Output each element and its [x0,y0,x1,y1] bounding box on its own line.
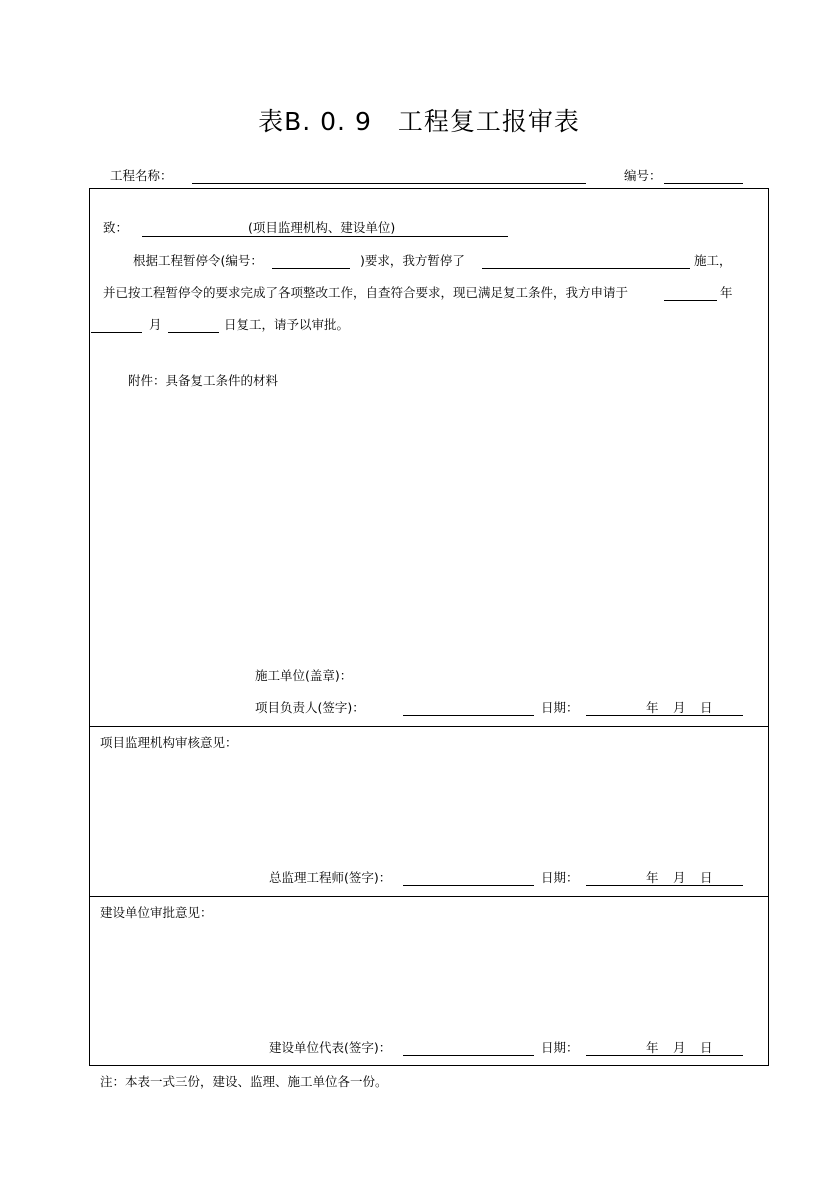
resume-day-field[interactable] [168,332,219,333]
rectification-statement: 并已按工程暂停令的要求完成了各项整改工作，自查符合要求，现已满足复工条件，我方申请于 [103,285,629,300]
project-name-label: 工程名称： [110,168,173,183]
date-field[interactable] [586,885,743,886]
supervision-opinion-label: 项目监理机构审核意见： [100,735,238,750]
date-label: 日期： [541,870,579,885]
resume-request-text: 日复工，请予以审批。 [224,317,350,332]
project-manager-sign-label: 项目负责人(签字)： [255,700,365,715]
footnote: 注：本表一式三份，建设、监理、施工单位各一份。 [100,1074,388,1089]
date-year: 年 [646,700,659,715]
resume-month-field[interactable] [91,332,142,333]
owner-rep-sign-field[interactable] [403,1055,534,1056]
owner-rep-sign-label: 建设单位代表(签字)： [269,1040,392,1055]
section-divider [89,896,769,897]
section-divider [89,726,769,727]
date-label: 日期： [541,1040,579,1055]
construction-suffix: 施工， [694,253,732,268]
date-year: 年 [646,870,659,885]
recipient-hint: (项目监理机构、建设单位) [248,220,396,235]
resume-year-field[interactable] [664,300,717,301]
date-year: 年 [646,1040,659,1055]
number-label: 编号： [624,168,662,183]
form-frame [89,188,769,1066]
date-month: 月 [673,1040,686,1055]
recipient-field[interactable] [142,236,508,237]
page-title: 表B. 0. 9 工程复工报审表 [258,107,580,136]
chief-engineer-sign-label: 总监理工程师(签字)： [269,870,392,885]
project-manager-sign-field[interactable] [403,715,534,716]
suspension-text: )要求，我方暂停了 [360,253,465,268]
date-field[interactable] [586,715,743,716]
suspended-work-field[interactable] [482,268,690,269]
date-month: 月 [673,700,686,715]
resume-month-label: 月 [149,317,162,332]
project-name-field[interactable] [192,183,586,184]
date-month: 月 [673,870,686,885]
date-field[interactable] [586,1055,743,1056]
resume-year-label: 年 [720,285,733,300]
suspension-order-number-field[interactable] [272,268,350,269]
contractor-seal-label: 施工单位(盖章)： [255,668,353,683]
date-label: 日期： [541,700,579,715]
chief-engineer-sign-field[interactable] [403,885,534,886]
suspension-order-label: 根据工程暂停令(编号： [133,253,263,268]
date-day: 日 [700,1040,713,1055]
attachment-label: 附件：具备复工条件的材料 [128,373,279,388]
to-label: 致： [103,220,129,235]
date-day: 日 [700,700,713,715]
owner-opinion-label: 建设单位审批意见： [100,905,213,920]
number-field[interactable] [664,183,743,184]
date-day: 日 [700,870,713,885]
